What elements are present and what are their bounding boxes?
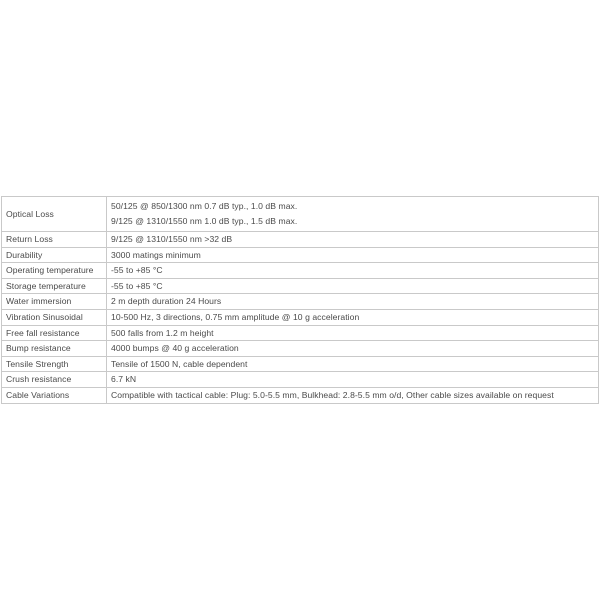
spec-label: Operating temperature <box>2 263 107 279</box>
spec-row-free-fall-resistance <box>2 325 599 341</box>
spec-value: Compatible with tactical cable: Plug: 5.0-5.5 mm, Bulkhead: 2.8-5.5 mm o/d, Other cable sizes available on request <box>107 387 599 403</box>
spec-row-tensile-strength <box>2 356 599 372</box>
spec-label: Optical Loss <box>2 197 107 232</box>
spec-value-line: 9/125 @ 1310/1550 nm 1.0 dB typ., 1.5 dB max. <box>111 216 298 226</box>
spec-row-durability <box>2 247 599 263</box>
spec-value: 6.7 kN <box>107 372 599 388</box>
spec-label: Crush resistance <box>2 372 107 388</box>
spec-value: Tensile of 1500 N, cable dependent <box>107 356 599 372</box>
spec-label: Cable Variations <box>2 387 107 403</box>
spec-row-operating-temperature <box>2 263 599 279</box>
spec-label: Water immersion <box>2 294 107 310</box>
spec-value-line: 50/125 @ 850/1300 nm 0.7 dB typ., 1.0 dB max. <box>111 201 298 211</box>
spec-value: 500 falls from 1.2 m height <box>107 325 599 341</box>
spec-value: 9/125 @ 1310/1550 nm >32 dB <box>107 232 599 248</box>
spec-label: Tensile Strength <box>2 356 107 372</box>
spec-row-vibration-sinusoidal <box>2 309 599 325</box>
spec-row-return-loss <box>2 232 599 248</box>
spec-label: Return Loss <box>2 232 107 248</box>
spec-label: Free fall resistance <box>2 325 107 341</box>
spec-value: 2 m depth duration 24 Hours <box>107 294 599 310</box>
spec-label: Bump resistance <box>2 341 107 357</box>
spec-value: -55 to +85 °C <box>107 278 599 294</box>
spec-value <box>107 197 599 232</box>
spec-value: 10-500 Hz, 3 directions, 0.75 mm amplitude @ 10 g acceleration <box>107 309 599 325</box>
spec-row-bump-resistance <box>2 341 599 357</box>
spec-label: Durability <box>2 247 107 263</box>
spec-label: Storage temperature <box>2 278 107 294</box>
spec-row-crush-resistance <box>2 372 599 388</box>
spec-value: 3000 matings minimum <box>107 247 599 263</box>
spec-row-optical-loss <box>2 197 599 232</box>
spec-table <box>1 196 599 404</box>
spec-row-storage-temperature <box>2 278 599 294</box>
spec-row-water-immersion <box>2 294 599 310</box>
spec-label: Vibration Sinusoidal <box>2 309 107 325</box>
spec-row-cable-variations <box>2 387 599 403</box>
spec-value: 4000 bumps @ 40 g acceleration <box>107 341 599 357</box>
spec-value: -55 to +85 °C <box>107 263 599 279</box>
